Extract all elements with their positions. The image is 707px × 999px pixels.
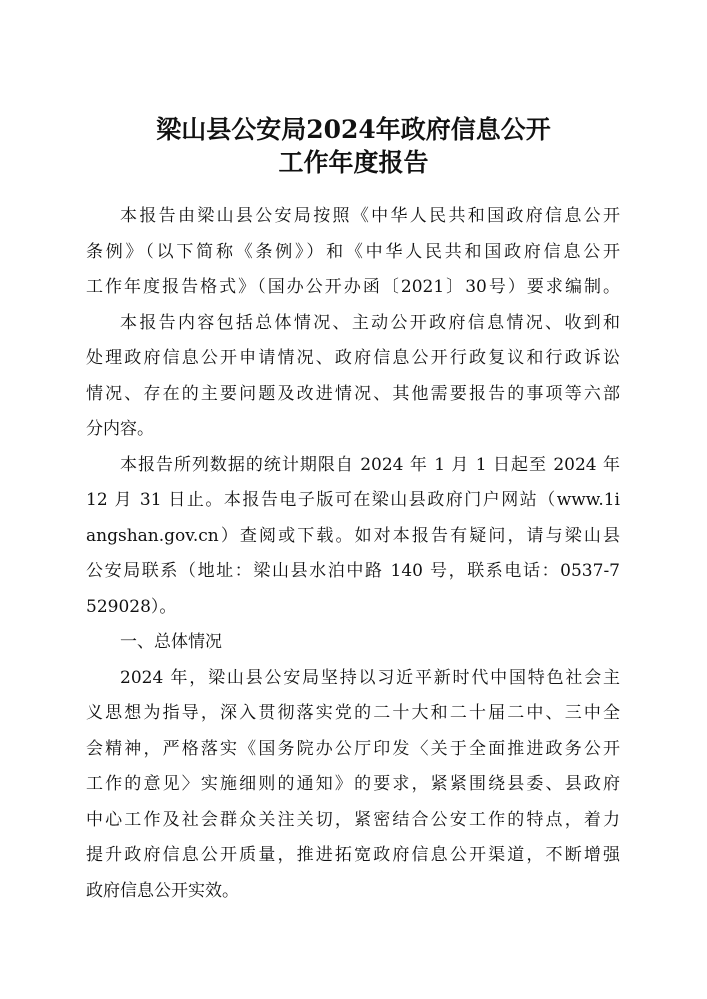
text-line: 处理政府信息公开申请情况、政府信息公开行政复议和行政诉讼: [86, 348, 620, 368]
text-line: 本报告内容包括总体情况、主动公开政府信息情况、收到和: [120, 312, 620, 333]
text-line: 义思想为指导，深入贯彻落实党的二十大和二十届二中、三中全: [86, 703, 620, 723]
text-line: 提升政府信息公开质量，推进拓宽政府信息公开渠道，不断增强: [86, 845, 620, 865]
paragraph-intro: [86, 199, 620, 306]
paragraph-contents: [86, 306, 620, 448]
text-line: 条例》（以下简称《条例》）和《中华人民共和国政府信息公开: [86, 241, 620, 262]
text-line: 本报告所列数据的统计期限自 2024 年 1 月 1 日起至 2024 年: [120, 454, 620, 475]
paragraph-period-contact: [86, 448, 620, 626]
report-title-line-2: 工作年度报告: [278, 148, 429, 177]
text-line: 工作的意见〉实施细则的通知》的要求，紧紧围绕县委、县政府: [86, 774, 620, 794]
text-line: 工作年度报告格式》（国办公开办函〔2021〕30号）要求编制。: [86, 277, 620, 297]
paragraph-overview: [86, 661, 620, 910]
report-body: [86, 199, 620, 909]
text-line: 529028）。: [86, 596, 177, 617]
text-line: 12 月 31 日止。本报告电子版可在梁山县政府门户网站（www.1i: [86, 490, 620, 510]
text-line: 会精神，严格落实《国务院办公厅印发〈关于全面推进政务公开: [86, 738, 620, 759]
text-line: 情况、存在的主要问题及改进情况、其他需要报告的事项等六部: [86, 383, 620, 404]
text-line: 政府信息公开实效。: [86, 880, 239, 901]
section-heading-overview: 一、总体情况: [120, 632, 222, 652]
text-line: angshan.gov.cn）查阅或下载。如对本报告有疑问，请与梁山县: [86, 525, 620, 546]
text-line: 本报告由梁山县公安局按照《中华人民共和国政府信息公开: [120, 206, 620, 226]
text-line: 中心工作及社会群众关注关切，紧密结合公安工作的特点，着力: [86, 809, 620, 830]
text-line: 2024 年，梁山县公安局坚持以习近平新时代中国特色社会主: [120, 667, 620, 688]
text-line: 公安局联系（地址：梁山县水泊中路 140 号，联系电话：0537-7: [86, 561, 620, 581]
report-title-line-1: 梁山县公安局2024年政府信息公开: [156, 115, 551, 144]
text-line: 分内容。: [86, 419, 154, 439]
